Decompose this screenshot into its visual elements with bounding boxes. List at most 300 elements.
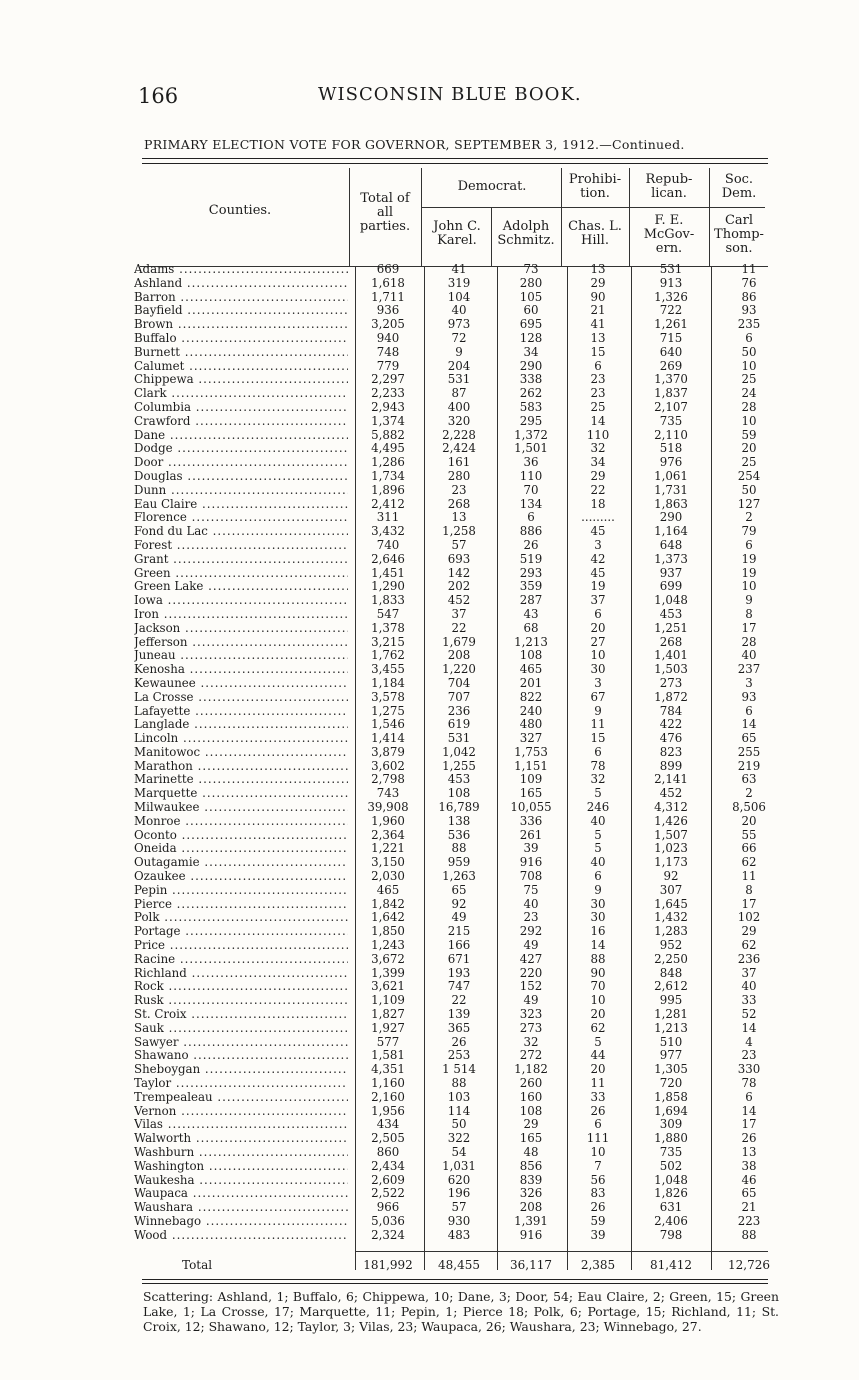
total-cell: 1,286: [371, 455, 405, 470]
karel-cell: 204: [447, 358, 471, 373]
county-name: Marathon .....: [134, 760, 348, 774]
mcgovern-cell: 1,694: [654, 1103, 688, 1118]
karel-cell: 536: [447, 827, 471, 842]
total-cell: 1,734: [371, 468, 405, 483]
county-name: Fond du Lac .....: [134, 525, 348, 539]
karel-cell: 531: [447, 372, 471, 387]
table-row: [134, 346, 784, 360]
page-number: 166: [138, 84, 179, 108]
karel-cell: 196: [447, 1186, 471, 1201]
mcgovern-cell: 307: [659, 882, 683, 897]
county-name: Juneau .....: [134, 649, 348, 663]
total-cell: 1,184: [371, 675, 405, 690]
mcgovern-cell: 913: [659, 275, 683, 290]
total-cell: 1,956: [371, 1103, 405, 1118]
mcgovern-cell: 1,283: [654, 924, 688, 939]
county-name: Lincoln .....: [134, 732, 348, 746]
mcgovern-cell: 1,305: [654, 1062, 688, 1077]
karel-cell: 280: [447, 468, 471, 483]
thompson-cell: 46: [741, 1172, 757, 1187]
karel-cell: 23: [451, 482, 467, 497]
mcgovern-cell: 2,612: [654, 979, 688, 994]
table-row: [134, 567, 784, 581]
hill-cell: .........: [581, 510, 615, 525]
county-name: Walworth .....: [134, 1132, 348, 1146]
schmitz-cell: 262: [519, 386, 543, 401]
header-prohibition: Prohibi-tion.: [568, 172, 622, 201]
schmitz-cell: 40: [523, 896, 539, 911]
thompson-cell: 219: [737, 758, 761, 773]
hill-cell: 3: [594, 537, 602, 552]
total-all: 181,992: [363, 1258, 413, 1272]
thompson-cell: 6: [745, 1089, 753, 1104]
hill-cell: 32: [590, 441, 606, 456]
county-name: Outagamie .....: [134, 856, 348, 870]
county-name: Sauk .....: [134, 1022, 348, 1036]
thompson-cell: 29: [741, 924, 757, 939]
thompson-cell: 79: [741, 524, 757, 539]
total-cell: 1,827: [371, 1007, 405, 1022]
county-name: Green .....: [134, 567, 348, 581]
county-name: Sawyer .....: [134, 1036, 348, 1050]
schmitz-cell: 916: [519, 855, 543, 870]
hill-cell: 67: [590, 689, 606, 704]
table-row: [134, 649, 784, 663]
totals-rule: [355, 1251, 768, 1252]
hill-cell: 22: [590, 482, 606, 497]
hill-cell: 56: [590, 1172, 606, 1187]
karel-cell: 1,263: [442, 869, 476, 884]
mcgovern-cell: 735: [659, 1145, 683, 1159]
thompson-cell: 11: [741, 869, 757, 884]
schmitz-cell: 1,753: [514, 744, 548, 759]
mcgovern-cell: 937: [659, 565, 683, 580]
table-row: [134, 980, 784, 994]
karel-cell: 138: [447, 813, 471, 828]
karel-cell: 483: [447, 1227, 471, 1242]
schmitz-cell: 1,501: [514, 441, 548, 456]
thompson-cell: 14: [741, 717, 757, 732]
total-cell: 547: [376, 606, 400, 621]
table-row: [134, 842, 784, 856]
county-name: Brown .....: [134, 318, 348, 332]
karel-cell: 1,679: [442, 634, 476, 649]
hill-cell: 9: [594, 882, 602, 897]
karel-cell: 1,255: [442, 758, 476, 773]
karel-cell: 1 514: [442, 1062, 476, 1077]
karel-cell: 693: [447, 551, 471, 566]
county-name: Iowa .....: [134, 594, 348, 608]
total-cell: 743: [376, 786, 400, 801]
schmitz-cell: 49: [523, 938, 539, 953]
table-row: [134, 304, 784, 318]
header-mcgovern: F. E. McGov-ern.: [643, 213, 695, 256]
total-cell: 3,455: [371, 662, 405, 677]
hill-cell: 19: [590, 579, 606, 594]
karel-cell: 400: [447, 399, 471, 414]
schmitz-cell: 1,213: [514, 634, 548, 649]
mcgovern-cell: 1,261: [654, 317, 688, 332]
schmitz-cell: 427: [519, 951, 543, 966]
hill-cell: 13: [590, 330, 606, 345]
total-cell: 1,243: [371, 938, 405, 953]
total-cell: 3,602: [371, 758, 405, 773]
hill-cell: 37: [590, 593, 606, 608]
hill-cell: 5: [594, 827, 602, 842]
schmitz-cell: 583: [519, 399, 543, 414]
table-row: [134, 553, 784, 567]
col-divider: [561, 168, 562, 266]
table-row: [134, 677, 784, 691]
schmitz-cell: 108: [519, 1103, 543, 1118]
book-title: WISCONSIN BLUE BOOK.: [318, 84, 582, 105]
mcgovern-cell: 1,048: [654, 593, 688, 608]
total-cell: 740: [376, 537, 400, 552]
schmitz-cell: 327: [519, 731, 543, 746]
total-cell: 1,581: [371, 1048, 405, 1063]
mcgovern-cell: 2,250: [654, 951, 688, 966]
karel-cell: 166: [447, 938, 471, 953]
county-name: La Crosse .....: [134, 691, 348, 705]
mcgovern-cell: 4,312: [654, 800, 688, 815]
schmitz-cell: 519: [519, 551, 543, 566]
table-row: [134, 1105, 784, 1119]
county-name: Waushara .....: [134, 1201, 348, 1215]
schmitz-cell: 336: [519, 813, 543, 828]
karel-cell: 2,228: [442, 427, 476, 442]
hill-cell: 18: [590, 496, 606, 511]
hill-cell: 5: [594, 841, 602, 856]
hill-cell: 83: [590, 1186, 606, 1201]
table-row: [134, 732, 784, 746]
county-name: Washington .....: [134, 1160, 348, 1174]
header-total: Total of all parties.: [359, 191, 411, 234]
table-row: [134, 1049, 784, 1063]
karel-cell: 452: [447, 593, 471, 608]
hill-cell: 7: [594, 1158, 602, 1173]
table-row: [134, 1008, 784, 1022]
hill-cell: 25: [590, 399, 606, 414]
hill-cell: 20: [590, 620, 606, 635]
mcgovern-cell: 1,872: [654, 689, 688, 704]
thompson-cell: 50: [741, 344, 757, 359]
total-cell: 669: [376, 262, 400, 276]
karel-cell: 54: [451, 1145, 467, 1159]
thompson-cell: 62: [741, 855, 757, 870]
county-name: Sheboygan .....: [134, 1063, 348, 1077]
county-name: Milwaukee .....: [134, 801, 348, 815]
mcgovern-cell: 784: [659, 703, 683, 718]
county-name: Lafayette .....: [134, 705, 348, 719]
mcgovern-cell: 1,281: [654, 1007, 688, 1022]
mcgovern-cell: 502: [659, 1158, 683, 1173]
thompson-cell: 86: [741, 289, 757, 304]
mcgovern-cell: 2,141: [654, 772, 688, 787]
schmitz-cell: 26: [523, 537, 539, 552]
schmitz-cell: 1,372: [514, 427, 548, 442]
hill-cell: 27: [590, 634, 606, 649]
county-name: Monroe .....: [134, 815, 348, 829]
schmitz-cell: 1,151: [514, 758, 548, 773]
schmitz-cell: 1,182: [514, 1062, 548, 1077]
table-row: [134, 705, 784, 719]
table-row: [134, 787, 784, 801]
county-name: Barron .....: [134, 291, 348, 305]
county-name: Adams .....: [134, 263, 348, 277]
county-name: Manitowoc .....: [134, 746, 348, 760]
total-cell: 2,324: [371, 1227, 405, 1242]
schmitz-cell: 220: [519, 965, 543, 980]
total-cell: 3,215: [371, 634, 405, 649]
schmitz-cell: 240: [519, 703, 543, 718]
table-row: [134, 415, 784, 429]
totals-label: Total: [182, 1258, 213, 1272]
thompson-cell: 8,506: [732, 800, 766, 815]
total-cell: 1,842: [371, 896, 405, 911]
thompson-cell: 26: [741, 1131, 757, 1146]
karel-cell: 319: [447, 275, 471, 290]
total-cell: 2,412: [371, 496, 405, 511]
thompson-cell: 6: [745, 330, 753, 345]
hill-cell: 59: [590, 1213, 606, 1228]
table-row: [134, 691, 784, 705]
karel-cell: 268: [447, 496, 471, 511]
hill-cell: 30: [590, 910, 606, 925]
karel-cell: 92: [451, 896, 467, 911]
hill-cell: 3: [594, 675, 602, 690]
table-row: [134, 939, 784, 953]
mcgovern-cell: 1,426: [654, 813, 688, 828]
table-row: [134, 1146, 784, 1160]
table-row: [134, 1229, 784, 1243]
karel-cell: 49: [451, 910, 467, 925]
header-subrule: [421, 207, 765, 208]
table-row: [134, 773, 784, 787]
hill-cell: 26: [590, 1103, 606, 1118]
total-cell: 748: [376, 344, 400, 359]
table-row: [134, 1201, 784, 1215]
total-thompson: 12,726: [728, 1258, 770, 1272]
header-hill: Chas. L. Hill.: [568, 219, 622, 248]
total-cell: 1,546: [371, 717, 405, 732]
total-cell: 2,160: [371, 1089, 405, 1104]
hill-cell: 111: [586, 1131, 610, 1146]
schmitz-cell: 10,055: [510, 800, 552, 815]
county-name: Chippewa .....: [134, 373, 348, 387]
karel-cell: 22: [451, 620, 467, 635]
thompson-cell: 24: [741, 386, 757, 401]
county-name: Pepin .....: [134, 884, 348, 898]
karel-cell: 1,220: [442, 662, 476, 677]
total-cell: 1,160: [371, 1076, 405, 1091]
hill-cell: 14: [590, 413, 606, 428]
hill-cell: 14: [590, 938, 606, 953]
karel-cell: 50: [451, 1117, 467, 1132]
table-row: [134, 401, 784, 415]
hill-cell: 32: [590, 772, 606, 787]
karel-cell: 57: [451, 537, 467, 552]
total-cell: 1,221: [371, 841, 405, 856]
hill-cell: 33: [590, 1089, 606, 1104]
col-divider: [709, 168, 710, 266]
hill-cell: 6: [594, 744, 602, 759]
table-row: [134, 332, 784, 346]
col-divider: [421, 168, 422, 266]
mcgovern-cell: 273: [659, 675, 683, 690]
schmitz-cell: 326: [519, 1186, 543, 1201]
mcgovern-cell: 995: [659, 993, 683, 1008]
county-name: Calumet .....: [134, 360, 348, 374]
county-name: St. Croix .....: [134, 1008, 348, 1022]
thompson-cell: 3: [745, 675, 753, 690]
schmitz-cell: 839: [519, 1172, 543, 1187]
table-row: [134, 856, 784, 870]
mcgovern-cell: 976: [659, 455, 683, 470]
karel-cell: 26: [451, 1034, 467, 1049]
mcgovern-cell: 1,173: [654, 855, 688, 870]
karel-cell: 104: [447, 289, 471, 304]
county-name: Portage .....: [134, 925, 348, 939]
schmitz-cell: 160: [519, 1089, 543, 1104]
karel-cell: 973: [447, 317, 471, 332]
mcgovern-cell: 1,326: [654, 289, 688, 304]
schmitz-cell: 49: [523, 993, 539, 1008]
thompson-cell: 50: [741, 482, 757, 497]
mcgovern-cell: 1,373: [654, 551, 688, 566]
mcgovern-cell: 1,213: [654, 1020, 688, 1035]
table-row: [134, 1063, 784, 1077]
county-name: Polk .....: [134, 911, 348, 925]
schmitz-cell: 39: [523, 841, 539, 856]
table-row: [134, 1132, 784, 1146]
mcgovern-cell: 531: [659, 262, 683, 276]
schmitz-cell: 36: [523, 455, 539, 470]
hill-cell: 11: [590, 717, 606, 732]
total-cell: 3,621: [371, 979, 405, 994]
mcgovern-cell: 648: [659, 537, 683, 552]
hill-cell: 29: [590, 275, 606, 290]
mcgovern-cell: 1,880: [654, 1131, 688, 1146]
total-cell: 2,505: [371, 1131, 405, 1146]
total-cell: 4,495: [371, 441, 405, 456]
hill-cell: 40: [590, 813, 606, 828]
hill-cell: 20: [590, 1062, 606, 1077]
mcgovern-cell: 1,731: [654, 482, 688, 497]
thompson-cell: 8: [745, 606, 753, 621]
thompson-cell: 33: [741, 993, 757, 1008]
schmitz-cell: 273: [519, 1020, 543, 1035]
karel-cell: 704: [447, 675, 471, 690]
bottom-rule-2: [142, 1283, 768, 1284]
table-row: [134, 1215, 784, 1229]
schmitz-cell: 68: [523, 620, 539, 635]
table-row: [134, 967, 784, 981]
schmitz-cell: 165: [519, 786, 543, 801]
mcgovern-cell: 715: [659, 330, 683, 345]
karel-cell: 215: [447, 924, 471, 939]
table-row: [134, 511, 784, 525]
col-divider: [491, 208, 492, 266]
mcgovern-cell: 268: [659, 634, 683, 649]
thompson-cell: 235: [737, 317, 761, 332]
total-cell: 2,943: [371, 399, 405, 414]
total-cell: 1,850: [371, 924, 405, 939]
county-name: Pierce .....: [134, 898, 348, 912]
thompson-cell: 127: [737, 496, 761, 511]
hill-cell: 6: [594, 606, 602, 621]
total-cell: 940: [376, 330, 400, 345]
schmitz-cell: 165: [519, 1131, 543, 1146]
thompson-cell: 19: [741, 551, 757, 566]
karel-cell: 253: [447, 1048, 471, 1063]
mcgovern-cell: 631: [659, 1200, 683, 1215]
schmitz-cell: 109: [519, 772, 543, 787]
mcgovern-cell: 1,061: [654, 468, 688, 483]
total-cell: 465: [376, 882, 400, 897]
thompson-cell: 66: [741, 841, 757, 856]
thompson-cell: 10: [741, 413, 757, 428]
thompson-cell: 93: [741, 689, 757, 704]
county-name: Columbia .....: [134, 401, 348, 415]
karel-cell: 139: [447, 1007, 471, 1022]
thompson-cell: 17: [741, 620, 757, 635]
karel-cell: 37: [451, 606, 467, 621]
hill-cell: 29: [590, 468, 606, 483]
hill-cell: 39: [590, 1227, 606, 1242]
table-row: [134, 484, 784, 498]
hill-cell: 15: [590, 731, 606, 746]
schmitz-cell: 60: [523, 303, 539, 318]
thompson-cell: 40: [741, 979, 757, 994]
mcgovern-cell: 1,164: [654, 524, 688, 539]
county-name: Jackson .....: [134, 622, 348, 636]
mcgovern-cell: 510: [659, 1034, 683, 1049]
hill-cell: 90: [590, 289, 606, 304]
thompson-cell: 14: [741, 1020, 757, 1035]
mcgovern-cell: 699: [659, 579, 683, 594]
schmitz-cell: 359: [519, 579, 543, 594]
total-cell: 2,364: [371, 827, 405, 842]
thompson-cell: 55: [741, 827, 757, 842]
mcgovern-cell: 1,645: [654, 896, 688, 911]
total-cell: 3,432: [371, 524, 405, 539]
thompson-cell: 88: [741, 1227, 757, 1242]
schmitz-cell: 43: [523, 606, 539, 621]
hill-cell: 10: [590, 1145, 606, 1159]
table-row: [134, 801, 784, 815]
hill-cell: 11: [590, 1076, 606, 1091]
header-schmitz: Adolph Schmitz.: [497, 219, 555, 248]
schmitz-cell: 465: [519, 662, 543, 677]
table-row: [134, 1160, 784, 1174]
schmitz-cell: 134: [519, 496, 543, 511]
thompson-cell: 13: [741, 1145, 757, 1159]
karel-cell: 142: [447, 565, 471, 580]
table-row: [134, 829, 784, 843]
header-thompson: Carl Thomp-son.: [714, 213, 764, 256]
karel-cell: 1,031: [442, 1158, 476, 1173]
county-name: Jefferson .....: [134, 636, 348, 650]
thompson-cell: 2: [745, 510, 753, 525]
schmitz-cell: 152: [519, 979, 543, 994]
mcgovern-cell: 1,863: [654, 496, 688, 511]
karel-cell: 1,042: [442, 744, 476, 759]
hill-cell: 30: [590, 896, 606, 911]
total-cell: 1,399: [371, 965, 405, 980]
total-cell: 1,374: [371, 413, 405, 428]
mcgovern-cell: 309: [659, 1117, 683, 1132]
mcgovern-cell: 476: [659, 731, 683, 746]
